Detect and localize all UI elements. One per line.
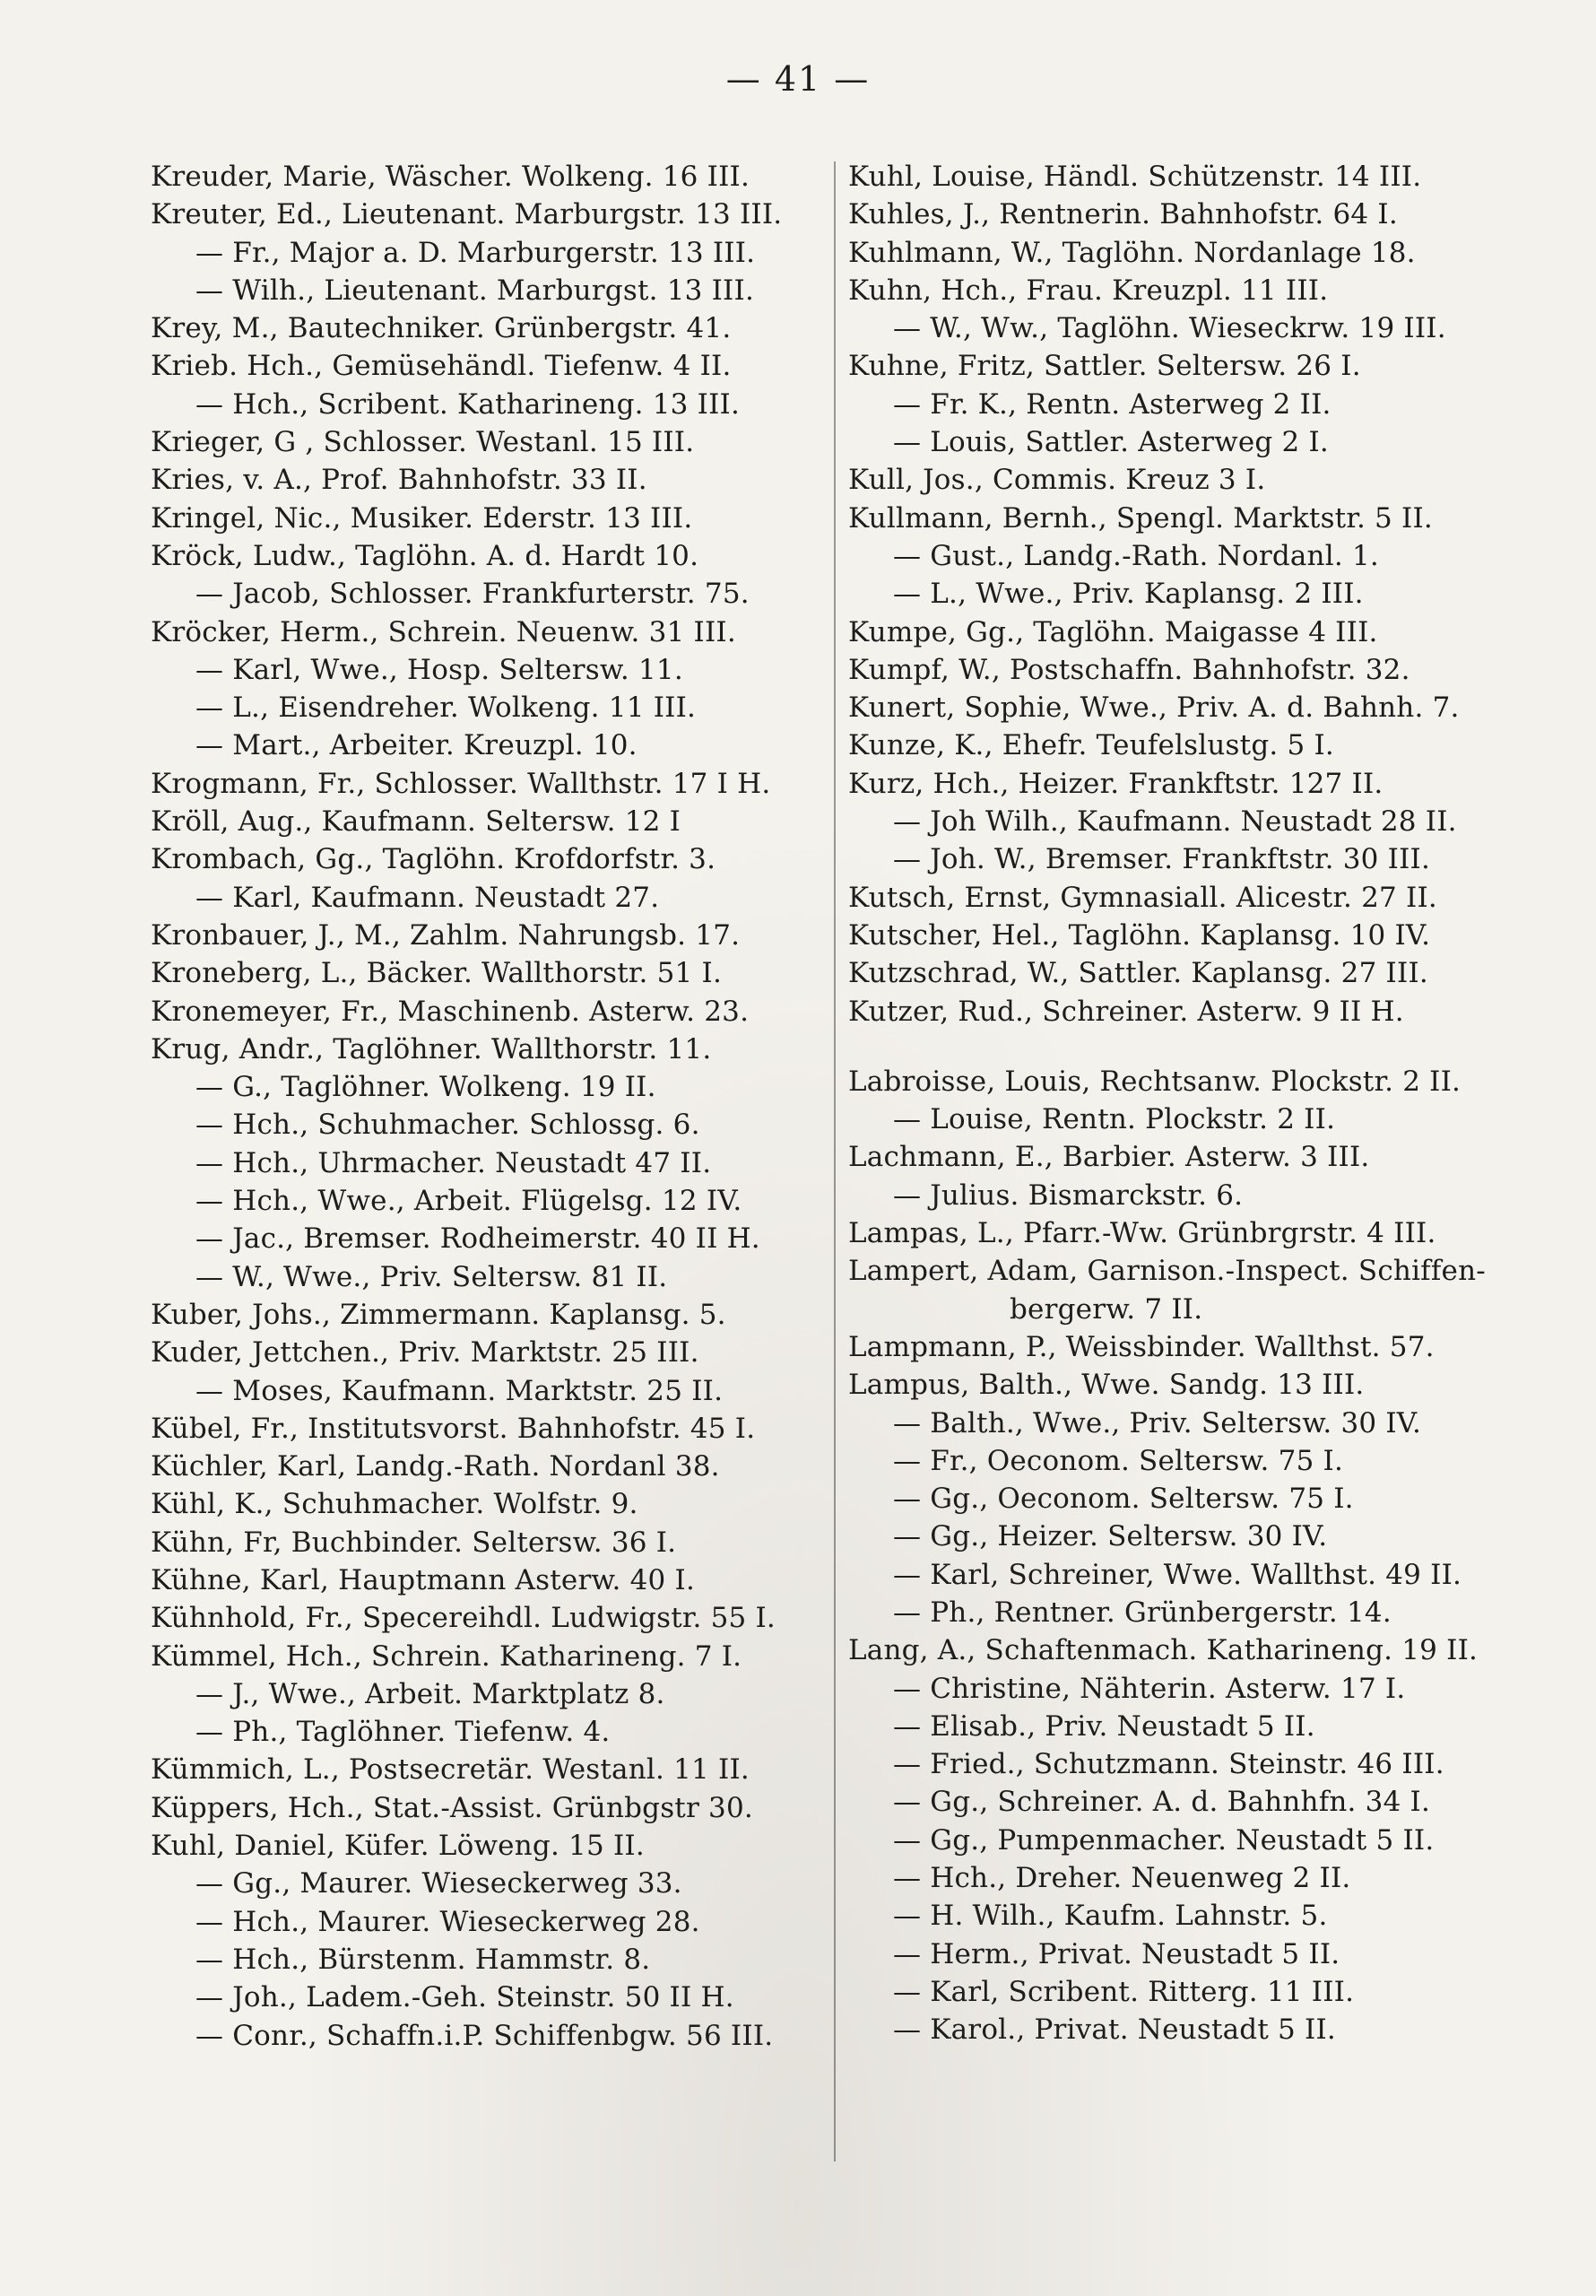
entry: Kries, v. A., Prof. Bahnhofstr. 33 II. bbox=[151, 464, 647, 497]
entry: Kutscher, Hel., Taglöhn. Kaplansg. 10 IV. bbox=[848, 918, 1431, 952]
entry: — H. Wilh., Kaufm. Lahnstr. 5. bbox=[893, 1900, 1328, 1933]
entry: Kronbauer, J., M., Zahlm. Nahrungsb. 17. bbox=[151, 918, 741, 952]
entry: — Fr., Major a. D. Marburgerstr. 13 III. bbox=[195, 236, 756, 269]
entry: Kühn, Fr, Buchbinder. Seltersw. 36 I. bbox=[151, 1526, 677, 1559]
entry: — Hch., Scribent. Katharineng. 13 III. bbox=[195, 387, 741, 421]
entry: — Karol., Privat. Neustadt 5 II. bbox=[893, 2013, 1336, 2047]
entry: — Herm., Privat. Neustadt 5 II. bbox=[893, 1937, 1340, 1970]
entry: Kübel, Fr., Institutsvorst. Bahnhofstr. 45 I. bbox=[151, 1412, 756, 1445]
entry: Kullmann, Bernh., Spengl. Marktstr. 5 II. bbox=[848, 501, 1433, 535]
entry: — W., Wwe., Priv. Seltersw. 81 II. bbox=[195, 1260, 668, 1293]
entry: — Karl, Scribent. Ritterg. 11 III. bbox=[893, 1975, 1355, 2008]
entry: — Gg., Pumpenmacher. Neustadt 5 II. bbox=[893, 1823, 1435, 1857]
entry: — Karl, Kaufmann. Neustadt 27. bbox=[195, 881, 660, 914]
entry: Lampmann, P., Weissbinder. Wallthst. 57. bbox=[848, 1330, 1435, 1363]
entry: Kümmel, Hch., Schrein. Katharineng. 7 I. bbox=[151, 1639, 742, 1673]
entry: — Fried., Schutzmann. Steinstr. 46 III. bbox=[893, 1748, 1444, 1781]
entry: Kuhn, Hch., Frau. Kreuzpl. 11 III. bbox=[848, 274, 1329, 307]
entry: — Gg., Heizer. Seltersw. 30 IV. bbox=[893, 1520, 1328, 1553]
entry: Krieb. Hch., Gemüsehändl. Tiefenw. 4 II. bbox=[151, 350, 732, 383]
entry: Kümmich, L., Postsecretär. Westanl. 11 II. bbox=[151, 1753, 750, 1787]
column-divider bbox=[834, 161, 836, 2161]
entry: Lampus, Balth., Wwe. Sandg. 13 III. bbox=[848, 1369, 1365, 1402]
entry: Lachmann, E., Barbier. Asterw. 3 III. bbox=[848, 1141, 1370, 1174]
entry: Kühnhold, Fr., Specereihdl. Ludwigstr. 55 I. bbox=[151, 1602, 776, 1635]
entry: Krombach, Gg., Taglöhn. Krofdorfstr. 3. bbox=[151, 843, 716, 876]
entry: Kuder, Jettchen., Priv. Marktstr. 25 III. bbox=[151, 1336, 699, 1370]
entry: — Jac., Bremser. Rodheimerstr. 40 II H. bbox=[195, 1222, 760, 1256]
entry: — Joh., Ladem.-Geh. Steinstr. 50 II H. bbox=[195, 1981, 734, 2014]
page-number: — 41 — bbox=[725, 59, 871, 99]
entry: Lang, A., Schaftenmach. Katharineng. 19 II. bbox=[848, 1634, 1479, 1667]
entry: Kuhne, Fritz, Sattler. Seltersw. 26 I. bbox=[848, 350, 1361, 383]
entry: — Gg., Maurer. Wieseckerweg 33. bbox=[195, 1867, 682, 1900]
entry: — Louise, Rentn. Plockstr. 2 II. bbox=[893, 1103, 1336, 1136]
entry: Kumpf, W., Postschaffn. Bahnhofstr. 32. bbox=[848, 653, 1410, 686]
entry: Küchler, Karl, Landg.-Rath. Nordanl 38. bbox=[151, 1450, 720, 1483]
left-column bbox=[151, 158, 832, 2055]
entry: — Gg., Oeconom. Seltersw. 75 I. bbox=[893, 1483, 1354, 1516]
entry: — L., Eisendreher. Wolkeng. 11 III. bbox=[195, 691, 697, 725]
entry: — Hch., Dreher. Neuenweg 2 II. bbox=[893, 1862, 1351, 1895]
entry: — Ph., Taglöhner. Tiefenw. 4. bbox=[195, 1716, 611, 1749]
entry: Kronemeyer, Fr., Maschinenb. Asterw. 23. bbox=[151, 995, 750, 1028]
entry: Kunze, K., Ehefr. Teufelslustg. 5 I. bbox=[848, 729, 1334, 762]
entry: — Elisab., Priv. Neustadt 5 II. bbox=[893, 1709, 1315, 1743]
entry: — Joh Wilh., Kaufmann. Neustadt 28 II. bbox=[893, 805, 1457, 839]
entry: — L., Wwe., Priv. Kaplansg. 2 III. bbox=[893, 578, 1364, 611]
entry: Krug, Andr., Taglöhner. Wallthorstr. 11. bbox=[151, 1032, 712, 1065]
entry: — Conr., Schaffn.i.P. Schiffenbgw. 56 III. bbox=[195, 2019, 774, 2052]
entry: — Fr., Oeconom. Seltersw. 75 I. bbox=[893, 1444, 1344, 1477]
entry: Kutsch, Ernst, Gymnasiall. Alicestr. 27 II. bbox=[848, 881, 1437, 914]
entry: Kröll, Aug., Kaufmann. Seltersw. 12 I bbox=[151, 805, 681, 839]
entry: — Christine, Nähterin. Asterw. 17 I. bbox=[893, 1672, 1406, 1705]
entry: — Ph., Rentner. Grünbergerstr. 14. bbox=[893, 1596, 1392, 1629]
entry: — Karl, Wwe., Hosp. Seltersw. 11. bbox=[195, 653, 683, 686]
entry: — Joh. W., Bremser. Frankftstr. 30 III. bbox=[893, 843, 1431, 876]
entry: Kühl, K., Schuhmacher. Wolfstr. 9. bbox=[151, 1488, 638, 1521]
entry: Krogmann, Fr., Schlosser. Wallthstr. 17 I H. bbox=[151, 767, 771, 800]
entry: — Jacob, Schlosser. Frankfurterstr. 75. bbox=[195, 578, 750, 611]
entry: Kreuter, Ed., Lieutenant. Marburgstr. 13 III. bbox=[151, 198, 783, 231]
entry: Kuhl, Louise, Händl. Schützenstr. 14 III. bbox=[848, 161, 1422, 193]
entry: Kröcker, Herm., Schrein. Neuenw. 31 III. bbox=[151, 615, 736, 648]
entry: Labroisse, Louis, Rechtsanw. Plockstr. 2 II. bbox=[848, 1065, 1462, 1098]
entry: Kunert, Sophie, Wwe., Priv. A. d. Bahnh. 7. bbox=[848, 691, 1460, 725]
entry: — Hch., Schuhmacher. Schlossg. 6. bbox=[195, 1109, 700, 1142]
entry: — Mart., Arbeiter. Kreuzpl. 10. bbox=[195, 729, 638, 762]
entry: Kreuder, Marie, Wäscher. Wolkeng. 16 III. bbox=[151, 161, 750, 193]
entry: — Hch., Uhrmacher. Neustadt 47 II. bbox=[195, 1146, 712, 1179]
entry: — J., Wwe., Arbeit. Marktplatz 8. bbox=[195, 1677, 665, 1710]
entry: — Gust., Landg.-Rath. Nordanl. 1. bbox=[893, 539, 1379, 572]
right-column bbox=[848, 158, 1530, 2049]
entry: Lampas, L., Pfarr.-Ww. Grünbrgrstr. 4 III. bbox=[848, 1217, 1436, 1250]
entry: Kutzschrad, W., Sattler. Kaplansg. 27 III. bbox=[848, 957, 1428, 990]
entry: — Fr. K., Rentn. Asterweg 2 II. bbox=[893, 387, 1331, 421]
entry: — Hch., Maurer. Wieseckerweg 28. bbox=[195, 1905, 700, 1938]
entry: Kuber, Johs., Zimmermann. Kaplansg. 5. bbox=[151, 1298, 726, 1331]
entry: Krey, M., Bautechniker. Grünbergstr. 41. bbox=[151, 312, 732, 345]
entry: — W., Ww., Taglöhn. Wieseckrw. 19 III. bbox=[893, 312, 1446, 345]
entry: Kroneberg, L., Bäcker. Wallthorstr. 51 I. bbox=[151, 957, 723, 990]
entry: — Balth., Wwe., Priv. Seltersw. 30 IV. bbox=[893, 1406, 1422, 1439]
entry: Kutzer, Rud., Schreiner. Asterw. 9 II H. bbox=[848, 995, 1404, 1028]
entry-continuation: bergerw. 7 II. bbox=[1010, 1292, 1203, 1326]
entry: — Gg., Schreiner. A. d. Bahnhfn. 34 I. bbox=[893, 1786, 1431, 1819]
entry: Kröck, Ludw., Taglöhn. A. d. Hardt 10. bbox=[151, 539, 699, 572]
entry: Küppers, Hch., Stat.-Assist. Grünbgstr 30. bbox=[151, 1791, 753, 1824]
entry: — G., Taglöhner. Wolkeng. 19 II. bbox=[195, 1071, 656, 1104]
entry: Kull, Jos., Commis. Kreuz 3 I. bbox=[848, 464, 1266, 497]
entry: Kuhl, Daniel, Küfer. Löweng. 15 II. bbox=[151, 1830, 645, 1863]
entry: Kühne, Karl, Hauptmann Asterw. 40 I. bbox=[151, 1563, 696, 1596]
entry: — Hch., Bürstenm. Hammstr. 8. bbox=[195, 1943, 651, 1976]
entry: Lampert, Adam, Garnison.-Inspect. Schiffen- bbox=[848, 1255, 1486, 1288]
entry: — Hch., Wwe., Arbeit. Flügelsg. 12 IV. bbox=[195, 1185, 742, 1218]
entry: — Wilh., Lieutenant. Marburgst. 13 III. bbox=[195, 274, 755, 307]
entry: — Moses, Kaufmann. Marktstr. 25 II. bbox=[195, 1374, 724, 1407]
entry: Kringel, Nic., Musiker. Ederstr. 13 III. bbox=[151, 501, 693, 535]
entry: Kuhlmann, W., Taglöhn. Nordanlage 18. bbox=[848, 236, 1416, 269]
entry: Kumpe, Gg., Taglöhn. Maigasse 4 III. bbox=[848, 615, 1378, 648]
entry: Kurz, Hch., Heizer. Frankftstr. 127 II. bbox=[848, 767, 1383, 800]
entry: — Julius. Bismarckstr. 6. bbox=[893, 1178, 1244, 1212]
entry: Kuhles, J., Rentnerin. Bahnhofstr. 64 I. bbox=[848, 198, 1398, 231]
entry: — Louis, Sattler. Asterweg 2 I. bbox=[893, 426, 1329, 459]
entry: Krieger, G , Schlosser. Westanl. 15 III. bbox=[151, 426, 695, 459]
entry: — Karl, Schreiner, Wwe. Wallthst. 49 II. bbox=[893, 1558, 1462, 1591]
